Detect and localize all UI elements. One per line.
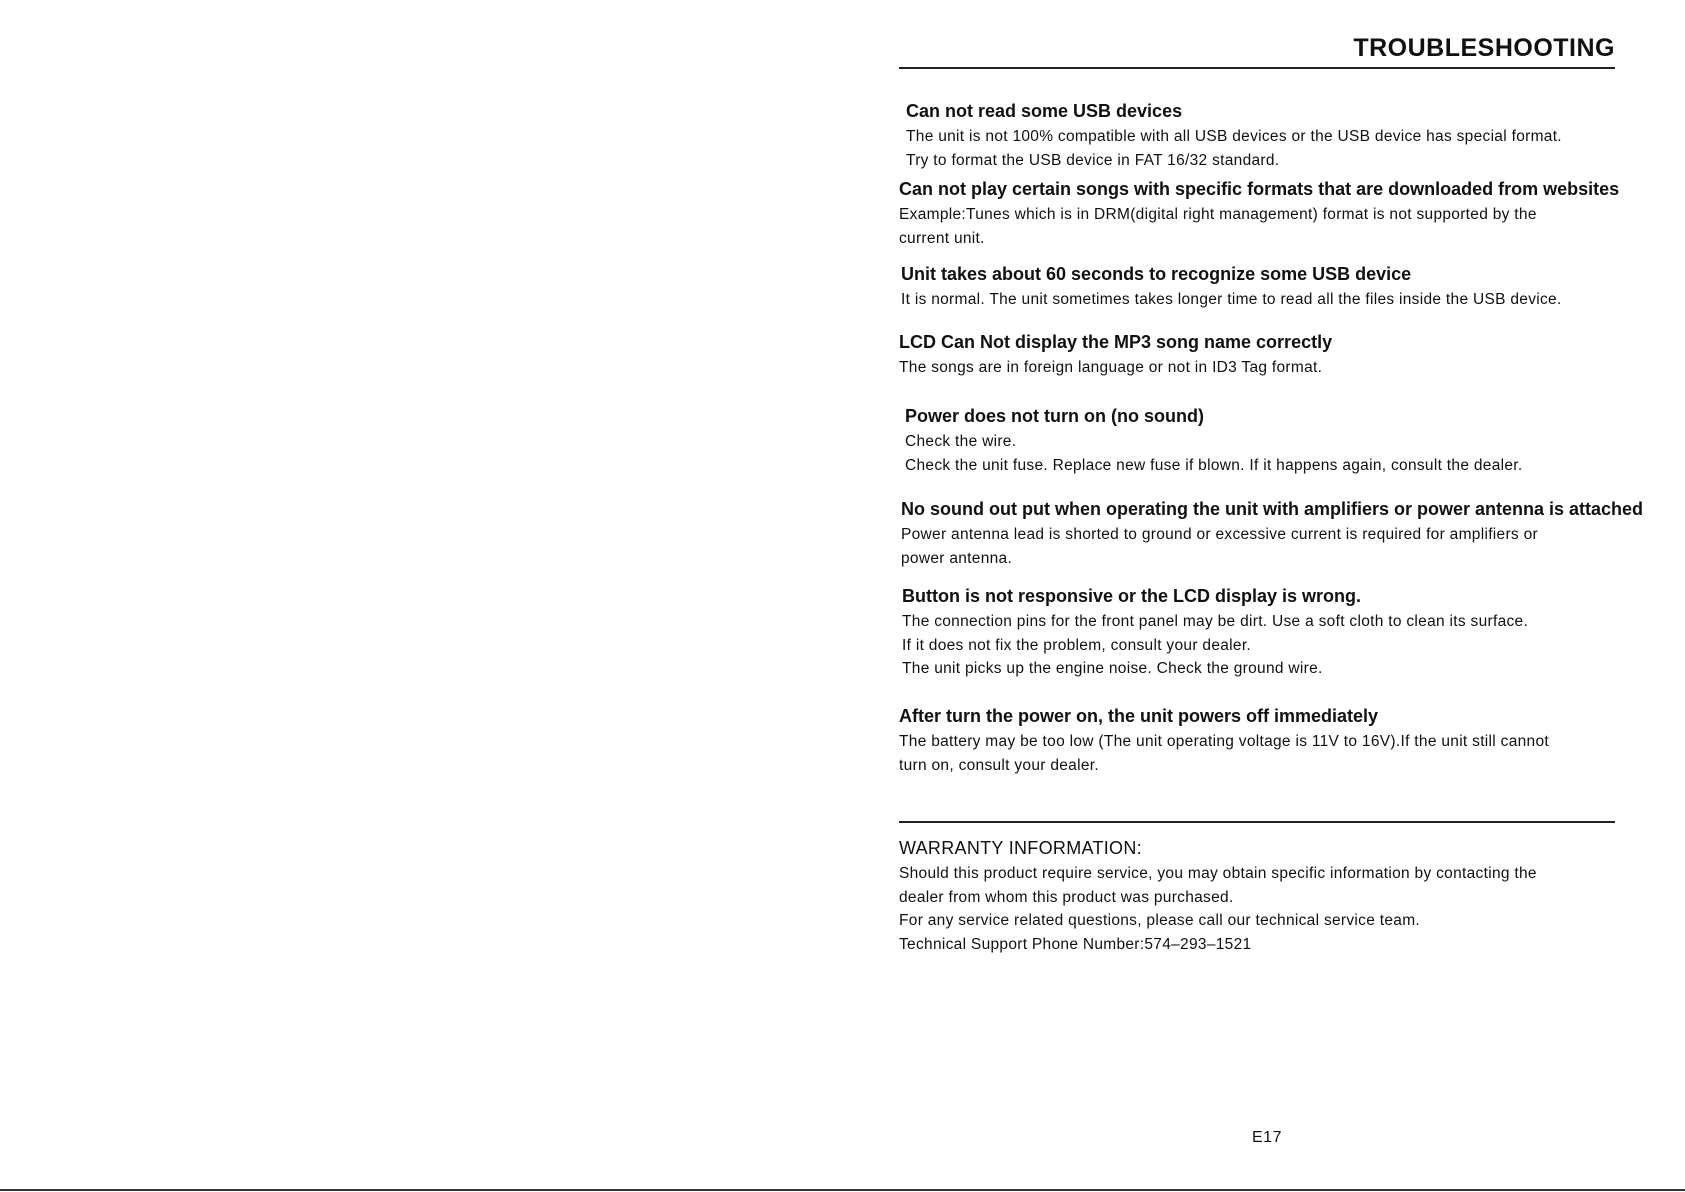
section-formats — [899, 178, 1629, 250]
section-title: No sound out put when operating the unit with amplifiers or power antenna is attached — [901, 499, 1644, 519]
section-title: LCD Can Not display the MP3 song name correctly — [899, 332, 1333, 352]
section-text: The songs are in foreign language or not in ID3 Tag format. — [899, 359, 1323, 376]
section-usb-recognize — [901, 263, 1631, 312]
section-text: Example:Tunes which is in DRM(digital right management) format is not supported by the — [899, 206, 1537, 223]
warranty-text: Should this product require service, you may obtain specific information by contacting the — [899, 865, 1537, 882]
section-title: After turn the power on, the unit powers off immediately — [899, 706, 1379, 726]
section-text: The battery may be too low (The unit operating voltage is 11V to 16V).If the unit still cannot — [899, 733, 1549, 750]
section-power — [905, 405, 1635, 477]
section-text: The connection pins for the front panel may be dirt. Use a soft cloth to clean its surface. — [902, 613, 1529, 630]
section-text: Check the wire. — [905, 433, 1017, 450]
section-title: Can not read some USB devices — [906, 101, 1183, 121]
section-text: Try to format the USB device in FAT 16/32 standard. — [906, 151, 1280, 169]
section-text: The unit is not 100% compatible with all USB devices or the USB device has special format. — [906, 128, 1562, 145]
section-title: Power does not turn on (no sound) — [905, 406, 1204, 426]
warranty-rule — [899, 821, 1615, 823]
header-rule — [899, 67, 1615, 69]
section-text: If it does not fix the problem, consult your dealer. — [902, 636, 1252, 654]
section-lcd-mp3 — [899, 331, 1629, 380]
section-text: power antenna. — [901, 549, 1013, 567]
section-title: Unit takes about 60 seconds to recognize some USB device — [901, 264, 1412, 284]
support-phone: Technical Support Phone Number:574–293–1521 — [899, 935, 1252, 953]
warranty-text: dealer from whom this product was purchased. — [899, 888, 1234, 906]
section-text: turn on, consult your dealer. — [899, 756, 1099, 774]
section-title: Button is not responsive or the LCD display is wrong. — [902, 586, 1362, 606]
section-text: It is normal. The unit sometimes takes longer time to read all the files inside the USB device. — [901, 291, 1562, 308]
page-bottom-edge — [0, 1189, 1685, 1191]
section-usb-read — [906, 100, 1636, 172]
section-text: Power antenna lead is shorted to ground or excessive current is required for amplifiers or — [901, 526, 1538, 543]
page-title: TROUBLESHOOTING — [1353, 34, 1615, 62]
section-powers-off — [899, 705, 1629, 777]
warranty-text: For any service related questions, please call our technical service team. — [899, 912, 1421, 929]
section-no-sound — [901, 498, 1644, 570]
page-number: E17 — [1252, 1129, 1282, 1146]
section-text: current unit. — [899, 229, 985, 247]
section-title: Can not play certain songs with specific formats that are downloaded from websites — [899, 179, 1620, 199]
warranty-section — [899, 837, 1629, 956]
section-text: Check the unit fuse. Replace new fuse if blown. If it happens again, consult the dealer. — [905, 456, 1523, 474]
warranty-title: WARRANTY INFORMATION: — [899, 838, 1142, 858]
section-text: The unit picks up the engine noise. Check the ground wire. — [902, 660, 1323, 677]
section-button-lcd — [902, 585, 1632, 681]
